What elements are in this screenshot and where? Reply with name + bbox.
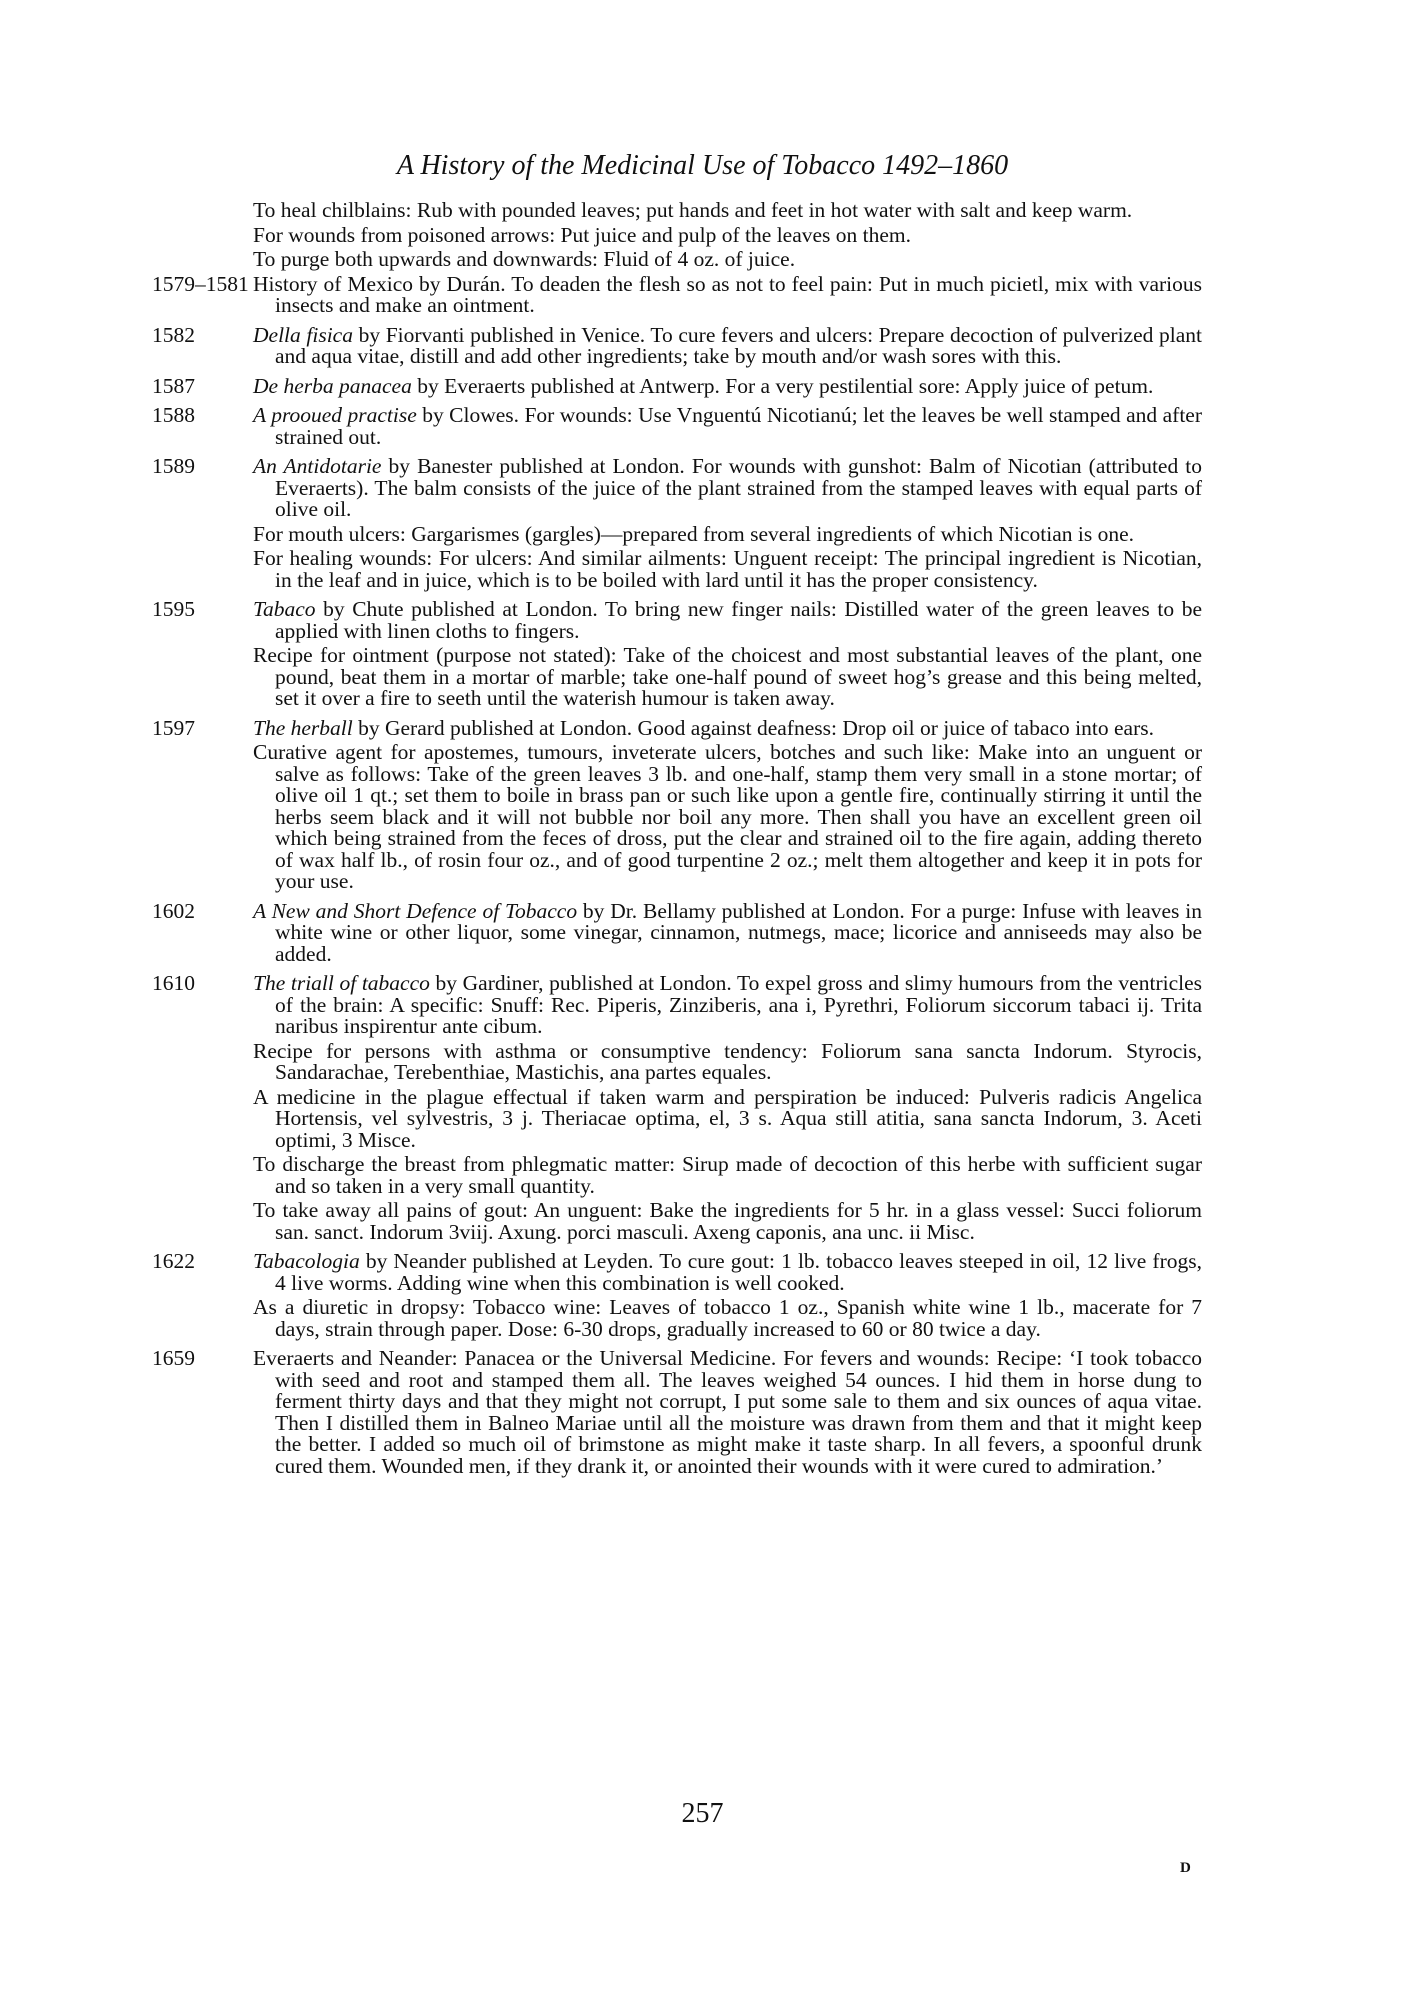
entry-row [152,405,1202,451]
entry-text: by Chute published at London. To bring new finger nails: Distilled water of the green leaves to be applied with linen cloths to fingers. [275,597,1202,643]
entry-text: by Gerard published at London. Good against deafness: Drop oil or juice of tabaco into ears. [352,715,1154,740]
entry-text: by Neander published at Leyden. To cure gout: 1 lb. tobacco leaves steeped in oil, 12 live frogs, 4 live worms. Adding wine when this combination is well cooked. [275,1249,1202,1295]
entry-paragraph [253,405,1202,448]
entry-title: A prooued practise [253,403,417,427]
entry-paragraph: Everaerts and Neander: Panacea or the Universal Medicine. For fevers and wounds: Recipe: ‘I took tobacco with seed and root and stamped them all. The leaves weighed 54 ounces. I hid them in horse dung to ferment thirty days and that they might not corrupt, I put some sale to them and six ounces of aqua vitae. Then I distilled them in Balneo Mariae until all the moisture was drawn from them and that it might keep the better. I added so much oil of brimstone as might make it taste sharp. In all fevers, a spoonful drunk cured them. Wounded men, if they drank it, or anointed their wounds with it were cured to admiration.’ [253,1346,1202,1478]
entry-body [253,1251,1202,1343]
entry-paragraph [253,456,1202,521]
entry-paragraph: History of Mexico by Durán. To deaden the flesh so as not to feel pain: Put in much picietl, mix with various insects and make an ointment. [253,271,1202,317]
entry-year: 1602 [152,898,195,923]
intro-paragraph: To heal chilblains: Rub with pounded leaves; put hands and feet in hot water with salt and keep warm. [253,198,1133,222]
entry-text: by Everaerts published at Antwerp. For a very pestilential sore: Apply juice of petum. [411,373,1154,398]
entry-text: by Fiorvanti published in Venice. To cure fevers and ulcers: Prepare decoction of pulverized plant and aqua vitae, distill and add other ingredients; take by mouth and/or wash sores with this. [275,322,1202,368]
entry-paragraph: Curative agent for apostemes, tumours, inveterate ulcers, botches and such like: Make into an unguent or salve as follows: Take of the green leaves 3 lb. and one-half, stamp them very small in a stone mortar; of olive oil 1 qt.; set them to boile in brass pan or such like upon a gentle fire, continually stirring it until the herbs seem black and it will not bubble nor boil any more. Then shall you have an excellent green oil which being strained from the feces of dross, put the clear and strained oil to the fire again, adding thereto of wax half lb., of rosin four oz., and of good turpentine 2 oz.; melt them altogether and keep it in pots for your use. [253,740,1202,893]
entry-paragraph [253,599,1202,642]
entries-list [152,200,1202,1485]
entry-body [253,973,1202,1246]
entry-row [152,715,1202,896]
entry-paragraph: For mouth ulcers: Gargarismes (gargles)—prepared from several ingredients of which Nicotian is one. [253,521,1135,546]
entry-title: A New and Short Defence of Tobacco [253,898,578,923]
entry-year: 1610 [152,971,195,995]
entry-year: 1588 [152,403,195,427]
entry-year: 1587 [152,373,195,398]
entry-title: Della fisica [253,322,353,347]
signature-mark: D [1180,1860,1191,1876]
entry-paragraph [253,715,1202,740]
page-number: 257 [681,1798,724,1829]
entry-body [253,898,1202,969]
entry-row [152,1348,1202,1480]
entry-text: by Dr. Bellamy published at London. For a purge: Infuse with leaves in white wine or other liquor, some vinegar, cinnamon, nutmegs, mace; licorice and anniseeds may also be added. [275,898,1202,966]
entry-paragraph: To take away all pains of gout: An unguent: Bake the ingredients for 5 hr. in a glass vessel: Succi foliorum san. sanct. Indorum 3viij. Axung. porci masculi. Axeng caponis, ana unc. ii Misc. [253,1198,1202,1244]
entry-title: De herba panacea [253,373,412,398]
entry-year: 1589 [152,454,195,478]
entry-body [253,271,1202,320]
intro-paragraph: For wounds from poisoned arrows: Put juice and pulp of the leaves on them. [253,222,912,247]
entry-body [253,715,1202,896]
entry-year: 1582 [152,322,195,347]
entry-paragraph: A medicine in the plague effectual if taken warm and perspiration be induced: Pulveris radicis Angelica Hortensis, vel sylvestris, 3 j. Theriacae optima, el, 3 s. Aqua still atitia, sana sancta Indorum, 3. Aceti optimi, 3 Misce. [253,1084,1202,1152]
entry-container [152,271,1202,1481]
intro-paragraph: To purge both upwards and downwards: Fluid of 4 oz. of juice. [253,247,796,271]
entry-year: 1659 [152,1346,195,1370]
entry-body [253,322,1202,371]
entry-body [253,456,1202,594]
entry-title: Tabacologia [253,1249,360,1273]
entry-row [152,271,1202,320]
entry-text: by Clowes. For wounds: Use Vnguentú Nicotianú; let the leaves be well stamped and after strained out. [275,403,1202,449]
entry-text: by Banester published at London. For wounds with gunshot: Balm of Nicotian (attributed to Everaerts). The balm consists of the juice of the plant strained from the stamped leaves with equal parts of olive oil. [275,454,1202,521]
entry-year: 1597 [152,715,195,740]
running-head: A History of the Medicinal Use of Tobacco 1492–1860 [396,150,1009,181]
entry-paragraph [253,322,1202,368]
entry-body [253,405,1202,451]
entry-row [152,973,1202,1246]
entry-row [152,1251,1202,1343]
entry-title: An Antidotarie [253,454,382,478]
entry-paragraph: Recipe for ointment (purpose not stated): Take of the choicest and most substantial leaves of the plant, one pound, beat them in a mortar of marble; take one-half pound of sweet hog’s grease and this being melted, set it over a fire to seeth until the waterish humour is taken away. [253,643,1202,710]
entry-body [253,373,1202,401]
entry-paragraph [253,898,1202,966]
entry-paragraph: As a diuretic in dropsy: Tobacco wine: Leaves of tobacco 1 oz., Spanish white wine 1 lb., macerate for 7 days, strain through paper. Dose: 6-30 drops, gradually increased to 60 or 80 twice a day. [253,1295,1202,1341]
entry-row [152,898,1202,969]
entry-text: by Gardiner, published at London. To expel gross and slimy humours from the ventricles of the brain: A specific: Snuff: Rec. Piperis, Zinziberis, ana i, Pyrethri, Foliorum siccorum tabaci ij. Trita naribus inspirentur ante cibum. [275,971,1202,1038]
entry-title: The triall of tabacco [253,971,430,995]
entry-row [152,322,1202,371]
entry-row [152,599,1202,713]
intro-block [152,200,1202,271]
entry-body [253,1348,1202,1480]
entry-paragraph [253,1251,1202,1294]
entry-title: The herball [253,715,353,740]
entry-year: 1595 [152,597,195,621]
entry-body [253,599,1202,713]
entry-paragraph: Recipe for persons with asthma or consumptive tendency: Foliorum sana sancta Indorum. Styrocis, Sandarachae, Terebenthiae, Mastichis, ana partes equales. [253,1038,1202,1084]
entry-paragraph [253,373,1202,398]
entry-row [152,456,1202,594]
entry-paragraph [253,973,1202,1038]
entry-paragraph: For healing wounds: For ulcers: And similar ailments: Unguent receipt: The principal ingredient is Nicotian, in the leaf and in juice, which is to be boiled with lard until it has the proper consistency. [253,546,1202,592]
entry-row [152,373,1202,401]
entry-year: 1579–1581 [152,271,249,296]
entry-title: Tabaco [253,597,316,621]
entry-paragraph: To discharge the breast from phlegmatic matter: Sirup made of decoction of this herbe with sufficient sugar and so taken in a very small quantity. [253,1152,1202,1198]
entry-year: 1622 [152,1249,195,1273]
